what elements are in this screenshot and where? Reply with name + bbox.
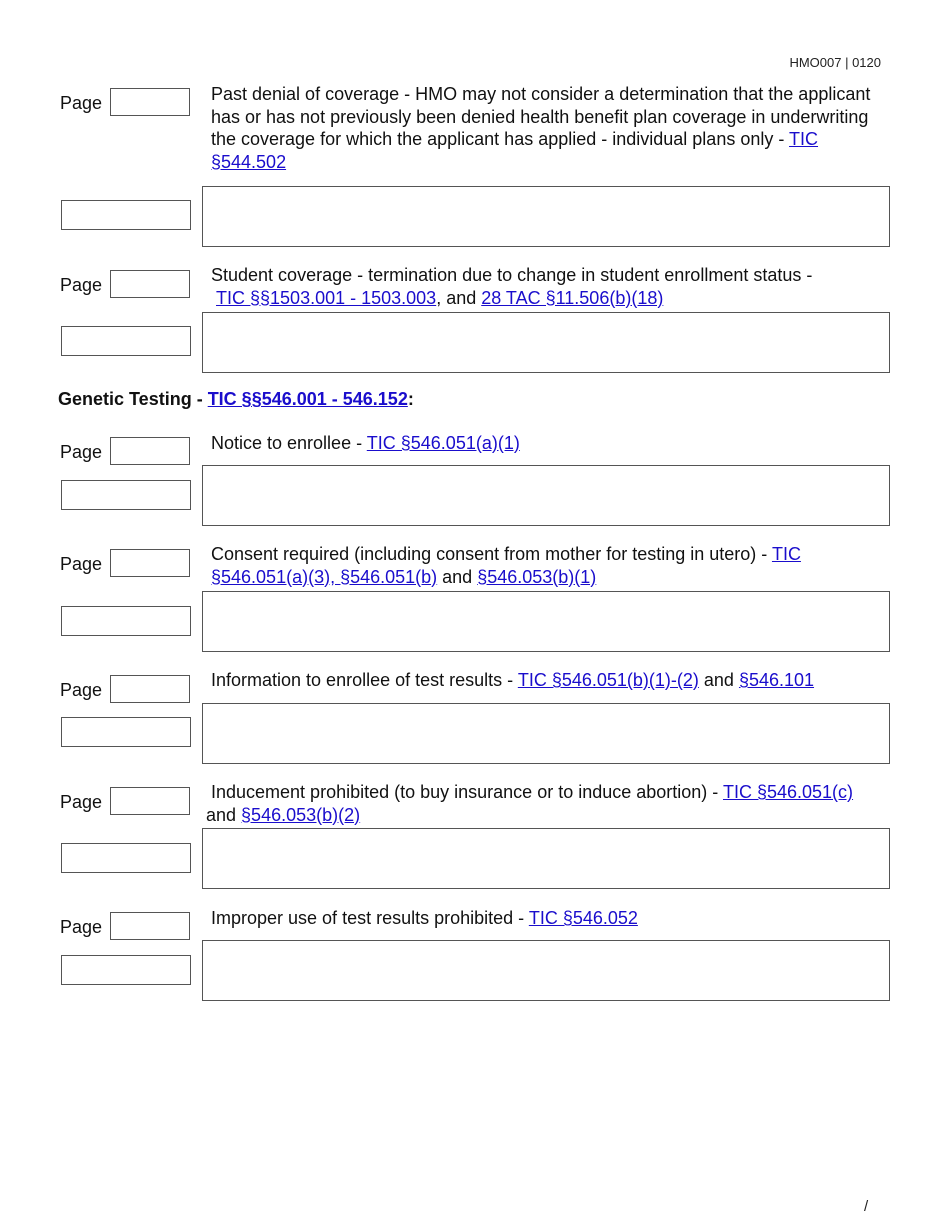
citation-link[interactable]: §546.053(b)(2) [241, 804, 361, 825]
page-number-input[interactable] [110, 912, 190, 940]
page-number-input[interactable] [110, 88, 190, 116]
requirement-text: Past denial of coverage - HMO may not consider a determination that the applicant has or has not previously been denied health benefit plan coverage in underwriting the coverage for which the applicant has applied - individual plans only - TIC §544.502 [211, 84, 871, 172]
citation-link[interactable]: TIC §546.052 [528, 908, 638, 928]
comment-box[interactable] [202, 828, 890, 889]
response-code-input[interactable] [61, 326, 191, 356]
page-number-input[interactable] [110, 549, 190, 577]
page-number-input[interactable] [110, 787, 190, 815]
page-footer-mark: / [864, 1198, 869, 1215]
page-label: Page [60, 442, 103, 462]
form-code: HMO007 | 0120 [789, 55, 881, 70]
requirement-text: Inducement prohibited (to buy insurance or to induce abortion) - TIC §546.051(c) and §546.053(b)(2) [206, 782, 854, 825]
response-code-input[interactable] [61, 717, 191, 747]
requirement-text: Information to enrollee of test results - TIC §546.051(b)(1)-(2) and §546.101 [211, 670, 815, 690]
citation-link[interactable]: TIC §546.051(c) [722, 782, 854, 802]
comment-box[interactable] [202, 312, 890, 373]
page-number-input[interactable] [110, 270, 190, 298]
page-label: Page [60, 93, 103, 113]
comment-box[interactable] [202, 465, 890, 526]
page-label: Page [60, 917, 103, 937]
citation-link[interactable]: TIC §546.051(a)(3), §546.051(b) [211, 544, 801, 587]
comment-box[interactable] [202, 186, 890, 247]
response-code-input[interactable] [61, 200, 191, 230]
response-code-input[interactable] [61, 955, 191, 985]
page-number-input[interactable] [110, 437, 190, 465]
page-label: Page [60, 680, 103, 700]
comment-box[interactable] [202, 703, 890, 764]
page-label: Page [60, 792, 103, 812]
citation-link[interactable]: TIC §§1503.001 - 1503.003 [216, 287, 437, 308]
page-number-input[interactable] [110, 675, 190, 703]
requirement-text: Notice to enrollee - TIC §546.051(a)(1) [211, 433, 520, 453]
comment-box[interactable] [202, 591, 890, 652]
citation-link[interactable]: 28 TAC §11.506(b)(18) [481, 287, 664, 308]
requirement-text: Consent required (including consent from mother for testing in utero) - TIC §546.051(a)(3), §546.051(b) and §546.053(b)(1) [211, 544, 801, 587]
citation-link[interactable]: §546.053(b)(1) [477, 566, 597, 587]
response-code-input[interactable] [61, 480, 191, 510]
citation-link[interactable]: TIC §546.051(a)(1) [366, 433, 520, 453]
page-label: Page [60, 554, 103, 574]
section-heading-genetic-testing: Genetic Testing - TIC §§546.001 - 546.152: [58, 389, 414, 409]
response-code-input[interactable] [61, 843, 191, 873]
comment-box[interactable] [202, 940, 890, 1001]
requirement-text: Improper use of test results prohibited - TIC §546.052 [211, 908, 638, 928]
requirement-text: Student coverage - termination due to change in student enrollment status - TIC §§1503.001 - 1503.003, and 28 TAC §11.506(b)(18) [211, 265, 813, 308]
page-label: Page [60, 275, 103, 295]
citation-link[interactable]: TIC §544.502 [211, 129, 819, 172]
response-code-input[interactable] [61, 606, 191, 636]
citation-link[interactable]: TIC §546.051(b)(1)-(2) [517, 670, 699, 690]
citation-link[interactable]: §546.101 [738, 670, 815, 690]
section-citation-link[interactable]: TIC §§546.001 - 546.152 [207, 389, 408, 409]
